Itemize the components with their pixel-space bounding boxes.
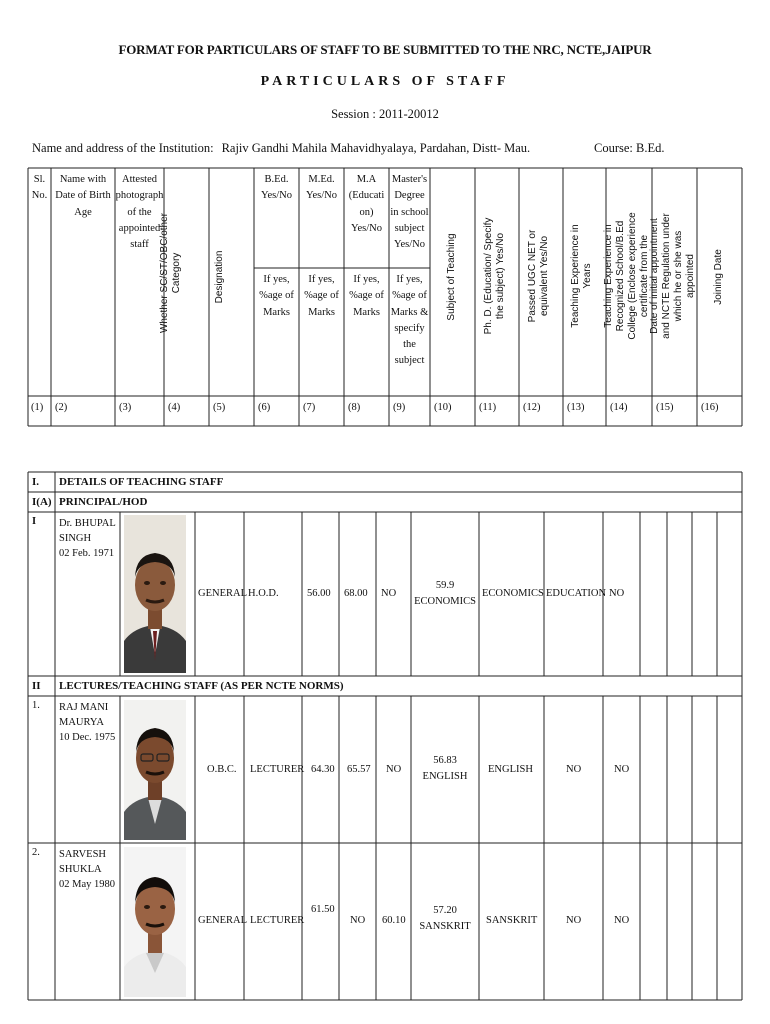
staff-name: Dr. BHUPAL SINGH 02 Feb. 1971: [59, 518, 116, 560]
col-number: (4): [168, 402, 181, 413]
col-number: (14): [610, 402, 628, 413]
staff-subject: ECONOMICS: [482, 588, 544, 599]
col-appointment-date-header: Date of initial appointment and NCTE Regulation under which he or she was appointed: [649, 213, 696, 339]
section-code: I.: [32, 476, 40, 488]
col-number: (8): [348, 402, 361, 413]
col-number: (15): [656, 402, 674, 413]
col-ma-marks-header: If yes, %age of Marks: [349, 274, 384, 318]
col-masters-header: Master's Degree in school subject Yes/No: [390, 174, 429, 251]
col-number: (7): [303, 402, 316, 413]
col-category-header: Whether SC/ST/OBC/other Category: [159, 212, 182, 334]
staff-subject: SANSKRIT: [486, 915, 538, 926]
staff-category: GENERAL: [198, 588, 247, 599]
course-label: Course: B.Ed.: [594, 141, 665, 155]
section-code: I(A): [32, 496, 52, 508]
staff-category: GENERAL: [198, 915, 247, 926]
staff-phd: EDUCATION: [546, 588, 607, 599]
col-number: (11): [479, 402, 497, 413]
staff-photo: [124, 700, 186, 840]
section-title-teaching: DETAILS OF TEACHING STAFF: [59, 476, 224, 488]
staff-name: SARVESH SHUKLA 02 May 1980: [59, 849, 115, 891]
staff-designation: LECTURER: [250, 915, 305, 926]
staff-bed-marks: 56.00: [307, 588, 331, 599]
page-title: FORMAT FOR PARTICULARS OF STAFF TO BE SUBMITTED TO THE NRC, NCTE,JAIPUR: [118, 42, 652, 57]
staff-ma-marks: 60.10: [382, 915, 406, 926]
staff-ma-marks: NO: [386, 764, 402, 775]
staff-phd: NO: [566, 764, 582, 775]
row-sl: 2.: [32, 847, 40, 858]
staff-masters-marks: 59.9 ECONOMICS: [414, 580, 476, 607]
col-name-header: Name with Date of Birth Age: [55, 174, 111, 218]
row-sl: 1.: [32, 700, 40, 711]
col-bed-header: B.Ed. Yes/No: [260, 174, 293, 202]
col-med-header: M.Ed. Yes/No: [305, 174, 338, 202]
col-recognized-experience-header: Teaching Experience in Recognized School/B.Ed College (Enclose experience certificate from the: [603, 212, 650, 340]
col-number: (3): [119, 402, 132, 413]
staff-designation: H.O.D.: [248, 588, 279, 599]
staff-subject: ENGLISH: [488, 764, 533, 775]
staff-designation: LECTURER: [250, 764, 305, 775]
col-number: (2): [55, 402, 68, 413]
staff-masters-marks: 57.20 SANSKRIT: [419, 905, 471, 932]
section-title-lecturers: LECTURES/TEACHING STAFF (AS PER NCTE NORMS): [59, 680, 344, 692]
col-subject-header: Subject of Teaching: [446, 233, 457, 321]
staff-net: NO: [614, 915, 630, 926]
staff-med-marks: NO: [350, 915, 366, 926]
col-number: (13): [567, 402, 585, 413]
staff-name: RAJ MANI MAURYA 10 Dec. 1975: [59, 702, 116, 744]
staff-masters-marks: 56.83 ENGLISH: [422, 755, 468, 782]
col-bed-marks-header: If yes, %age of Marks: [259, 274, 294, 318]
col-joining-date-header: Joining Date: [713, 249, 724, 305]
col-photo-header: Attested photograph of the appointed staff: [115, 174, 164, 251]
staff-photo: [124, 515, 186, 673]
staff-net: NO: [614, 764, 630, 775]
staff-net: NO: [609, 588, 625, 599]
col-med-marks-header: If yes, %age of Marks: [304, 274, 339, 318]
staff-photo: [124, 847, 186, 997]
col-number: (1): [31, 402, 44, 413]
staff-bed-marks: 64.30: [311, 764, 335, 775]
col-number: (9): [393, 402, 406, 413]
col-number: (12): [523, 402, 541, 413]
col-designation-header: Designation: [214, 250, 225, 304]
session-label: Session : 2011-20012: [331, 107, 439, 121]
section-title-principal: PRINCIPAL/HOD: [59, 496, 148, 508]
col-phd-header: Ph. D. (Education/ Specify the subject) Yes/No: [483, 217, 506, 335]
staff-ma-marks: NO: [381, 588, 397, 599]
institution-value: Rajiv Gandhi Mahila Mahavidhyalaya, Pardahan, Distt- Mau.: [221, 141, 531, 155]
col-number: (6): [258, 402, 271, 413]
institution-label: Name and address of the Institution:: [32, 141, 214, 155]
staff-category: O.B.C.: [207, 764, 237, 775]
page-subtitle: PARTICULARS OF STAFF: [260, 74, 510, 89]
staff-med-marks: 65.57: [347, 764, 371, 775]
staff-med-marks: 68.00: [344, 588, 368, 599]
row-sl: I: [32, 516, 37, 527]
col-number: (5): [213, 402, 226, 413]
col-experience-header: Teaching Experience in Years: [570, 224, 593, 328]
section-code: II: [32, 680, 41, 692]
staff-bed-marks: 61.50: [311, 904, 335, 915]
col-number: (10): [434, 402, 452, 413]
staff-phd: NO: [566, 915, 582, 926]
col-number: (16): [701, 402, 719, 413]
col-masters-marks-header: If yes, %age of Marks & specify the subject: [390, 274, 429, 367]
col-ma-header: M.A (Educati on) Yes/No: [348, 174, 385, 234]
col-net-header: Passed UGC NET or equivalent Yes/No: [527, 229, 550, 323]
col-sl-header: Sl. No.: [31, 174, 48, 202]
